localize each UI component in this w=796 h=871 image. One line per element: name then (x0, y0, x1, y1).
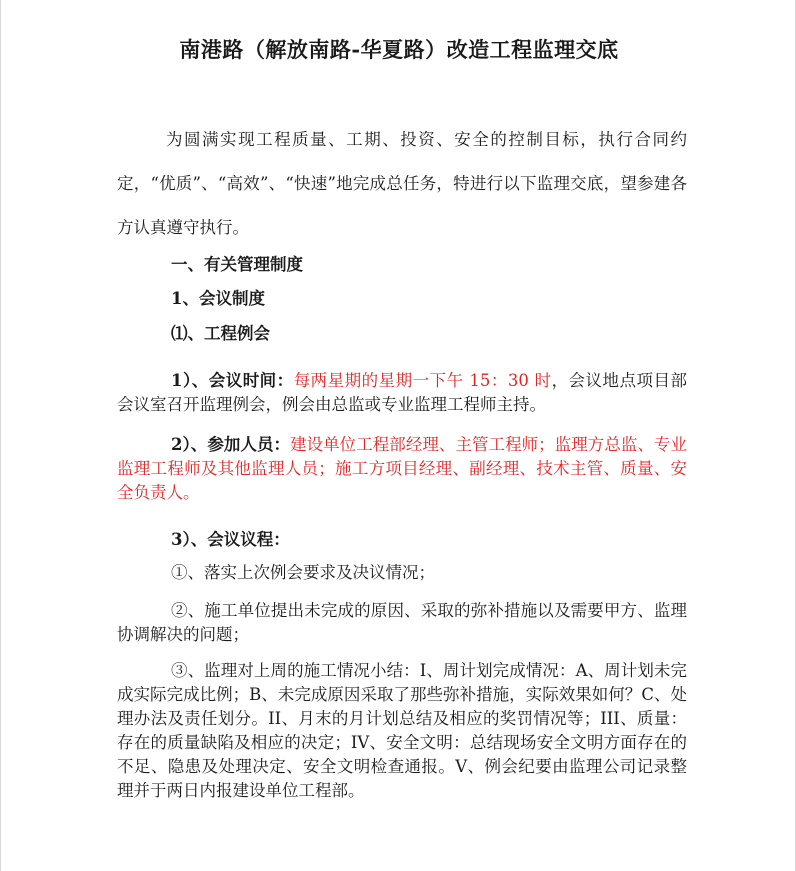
meeting-time-highlight: 每两星期的星期一下午 15：30 时 (293, 371, 552, 390)
agenda-item: ②、施工单位提出未完成的原因、采取的弥补措施以及需要甲方、监理协调解决的问题； (117, 601, 687, 644)
meeting-time-paragraph (117, 369, 687, 417)
subsubsection-heading: ⑴、工程例会 (171, 324, 270, 343)
meeting-time-rest: ，会议地点项目部会议室召开监理例会，例会由总监或专业监理工程师主持。 (117, 371, 688, 414)
document-title: 南港路（解放南路-华夏路）改造工程监理交底 (179, 37, 619, 62)
agenda-item: ①、落实上次例会要求及决议情况； (171, 563, 435, 582)
intro-paragraph: 为圆满实现工程质量、工期、投资、安全的控制目标，执行合同约定，“优质”、“高效”、“快速”地完成总任务，特进行以下监理交底，望参建各方认真遵守执行。 (117, 130, 687, 237)
section-heading: 一、有关管理制度 (171, 255, 303, 274)
meeting-time-label: 1）、会议时间： (171, 371, 294, 390)
agenda-item: ③、监理对上周的施工情况小结：I、周计划完成情况：A、周计划未完成实际完成比例；B、未完成原因采取了那些弥补措施，实际效果如何？C、处理办法及责任划分。II、月末的月计划总结及相应的奖罚情况等；III、质量：存在的质量缺陷及相应的决定；IV、安全文明：总结现场安全文明方面存在的不足、隐患及处理决定、安全文明检查通报。V、例会纪要由监理公司记录整理并于两日内报建设单位工程部。 (117, 661, 687, 800)
agenda-heading: 3）、会议议程： (171, 530, 290, 549)
subsection-heading: 1、会议制度 (171, 289, 265, 308)
attendees-highlight: 建设单位工程部经理、主管工程师；监理方总监、专业监理工程师及其他监理人员；施工方项目经理、副经理、技术主管、质量、安全负责人。 (117, 435, 688, 502)
attendees-paragraph (117, 433, 687, 505)
attendees-label: 2）、参加人员： (171, 435, 291, 454)
